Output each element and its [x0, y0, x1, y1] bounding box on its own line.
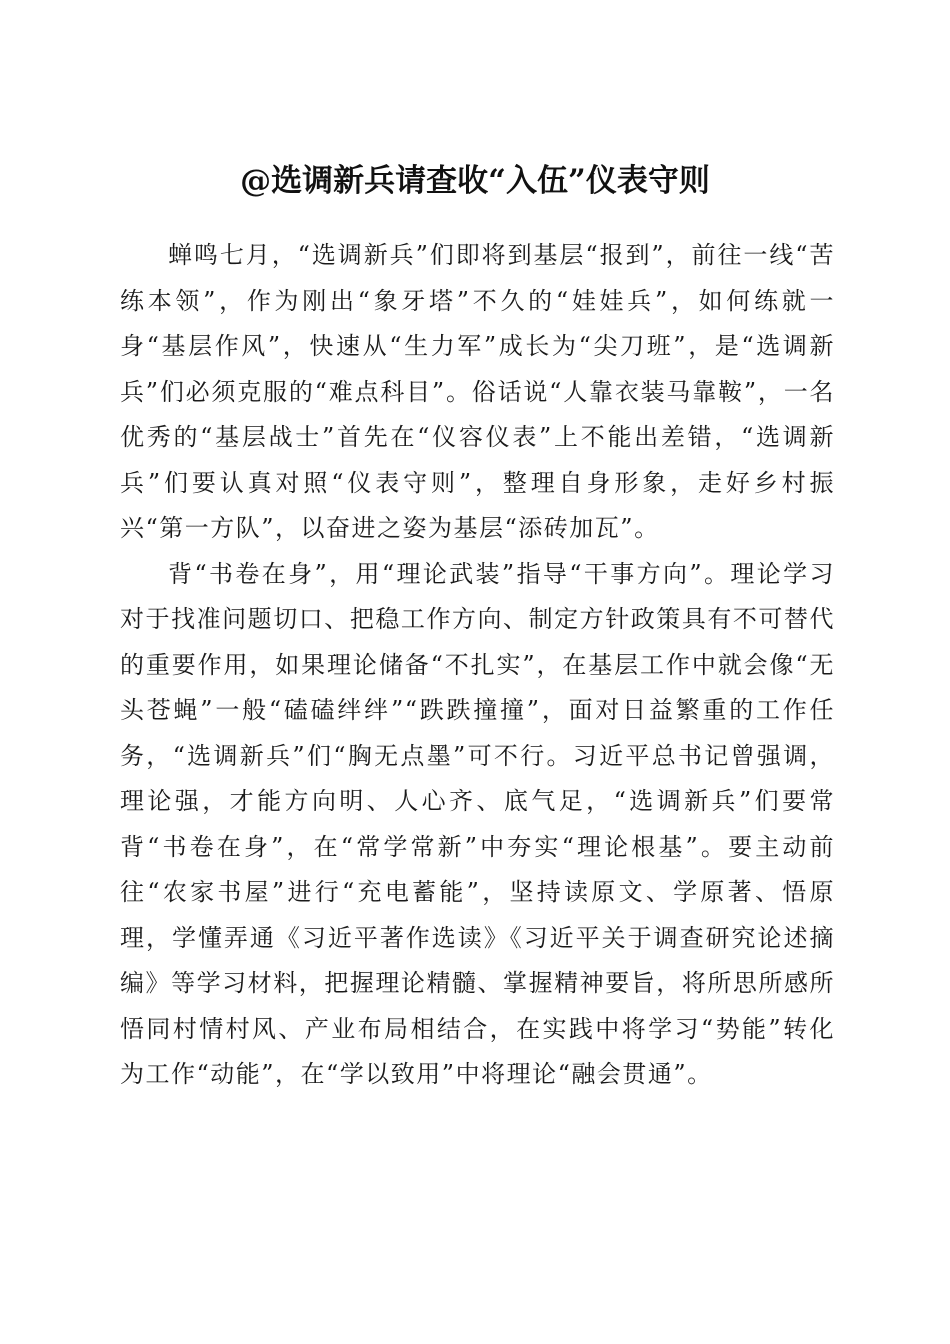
- document-title: @选调新兵请查收“入伍”仪表守则: [240, 162, 710, 199]
- paragraph-theory: 背“书卷在身”，用“理论武装”指导“干事方向”。理论学习对于找准问题切口、把稳工作方向、制定方针政策具有不可替代的重要作用，如果理论储备“不扎实”，在基层工作中就会像“无头苍蝇”一般“磕磕绊绊”“跌跌撞撞”，面对日益繁重的工作任务，“选调新兵”们“胸无点墨”可不行。习近平总书记曾强调，理论强，才能方向明、人心齐、底气足，“选调新兵”们要常背“书卷在身”，在“常学常新”中夯实“理论根基”。要主动前往“农家书屋”进行“充电蓄能”，坚持读原文、学原著、悟原理，学懂弄通《习近平著作选读》《习近平关于调查研究论述摘编》等学习材料，把握理论精髓、掌握精神要旨，将所思所感所悟同村情村风、产业布局相结合，在实践中将学习“势能”转化为工作“动能”，在“学以致用”中将理论“融会贯通”。: [120, 559, 835, 1088]
- paragraph-intro: 蝉鸣七月，“选调新兵”们即将到基层“报到”，前往一线“苦练本领”，作为刚出“象牙塔”不久的“娃娃兵”，如何练就一身“基层作风”，快速从“生力军”成长为“尖刀班”，是“选调新兵”们必须克服的“难点科目”。俗话说“人靠衣装马靠鞍”，一名优秀的“基层战士”首先在“仪容仪表”上不能出差错，“选调新兵”们要认真对照“仪表守则”，整理自身形象，走好乡村振兴“第一方队”，以奋进之姿为基层“添砖加瓦”。: [120, 241, 835, 542]
- document-body: [120, 233, 835, 1098]
